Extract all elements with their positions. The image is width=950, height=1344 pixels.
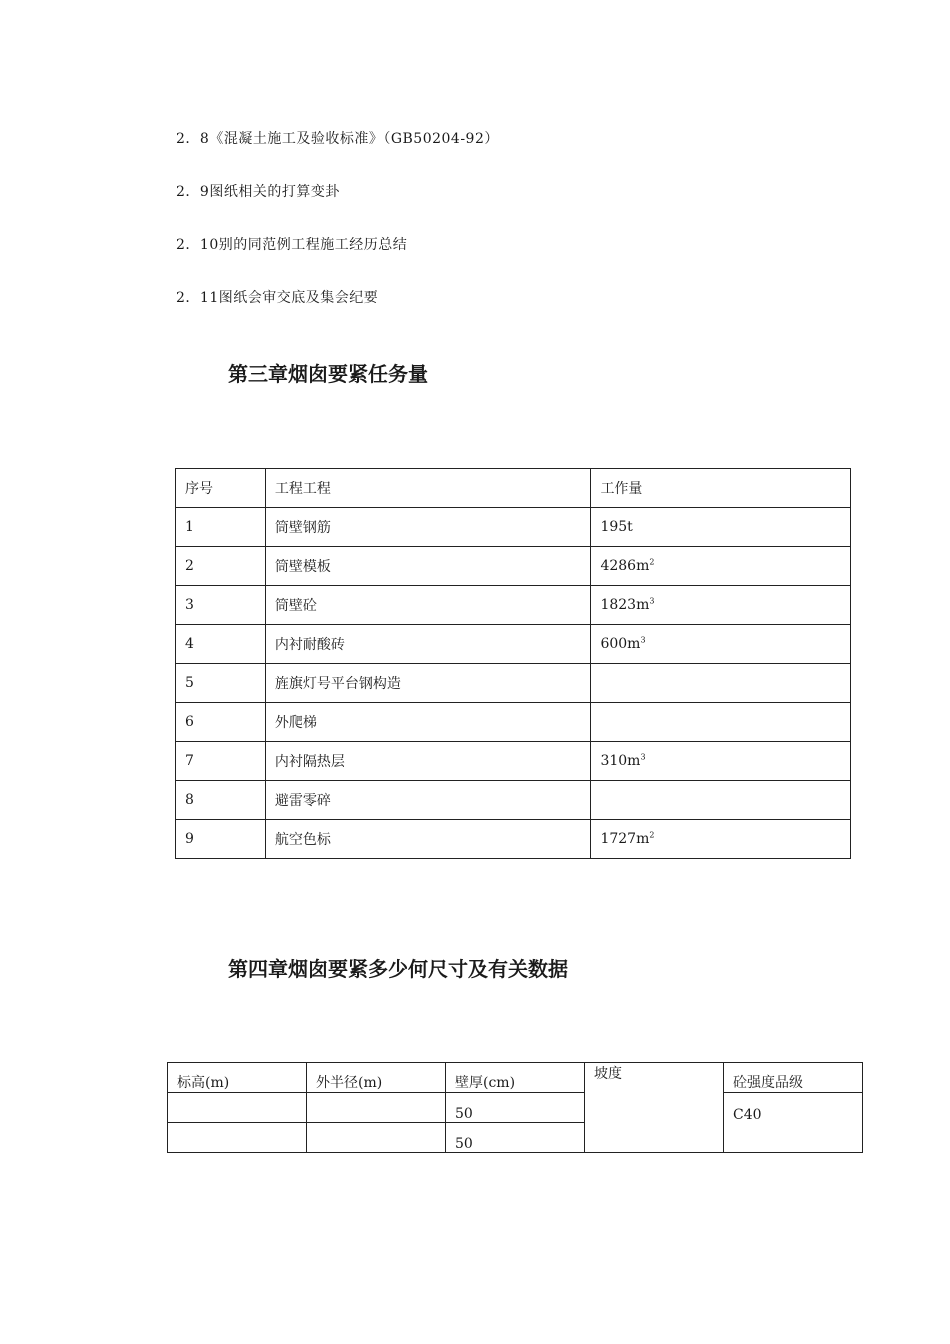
- row-number: 3: [176, 586, 266, 625]
- quantity: [591, 703, 851, 742]
- row-number: 5: [176, 664, 266, 703]
- reference-item: 2．11图纸会审交底及集会纪要: [176, 290, 379, 306]
- quantity-value: 195t: [600, 519, 633, 535]
- row-number: 9: [176, 820, 266, 859]
- table-cell: [307, 1093, 446, 1123]
- reference-item: 2．10别的同范例工程施工经历总结: [176, 237, 408, 253]
- row-number: 7: [176, 742, 266, 781]
- unit-exponent: 2: [649, 557, 655, 567]
- quantity: [591, 547, 851, 586]
- table-cell: [168, 1123, 307, 1153]
- item-name: 筒壁钢筋: [265, 508, 591, 547]
- item-name: 旌旗灯号平台钢构造: [265, 664, 591, 703]
- table-row: [168, 1093, 863, 1123]
- header-cell: 壁厚(cm): [446, 1063, 585, 1093]
- table-cell: 50: [446, 1093, 585, 1123]
- quantity-value: 600m: [600, 636, 641, 652]
- quantity-value: 1823m: [600, 597, 650, 613]
- row-number: 1: [176, 508, 266, 547]
- table-row: [176, 547, 851, 586]
- row-number: 4: [176, 625, 266, 664]
- header-cell: 砼强度品级: [724, 1063, 863, 1093]
- table-row: [176, 508, 851, 547]
- reference-item: 2．9图纸相关的打算变卦: [176, 184, 340, 200]
- header-cell: 工程工程: [265, 469, 591, 508]
- quantity: [591, 742, 851, 781]
- table-cell: 50: [446, 1123, 585, 1153]
- quantity: [591, 586, 851, 625]
- table-row: [176, 781, 851, 820]
- chapter4-title: 第四章烟囱要紧多少何尺寸及有关数据: [228, 957, 568, 981]
- header-cell: 坡度: [585, 1063, 724, 1153]
- header-cell: 标高(m): [168, 1063, 307, 1093]
- table-cell: [168, 1093, 307, 1123]
- table-row: [176, 586, 851, 625]
- quantity-value: 1727m: [600, 831, 650, 847]
- quantity: [591, 508, 851, 547]
- table-header-row: [168, 1063, 863, 1093]
- unit-exponent: 3: [649, 596, 655, 606]
- item-name: 航空色标: [265, 820, 591, 859]
- item-name: 内衬隔热层: [265, 742, 591, 781]
- item-name: 避雷零碎: [265, 781, 591, 820]
- header-cell: 外半径(m): [307, 1063, 446, 1093]
- table-row: [176, 703, 851, 742]
- dimensions-table: [167, 1062, 863, 1153]
- row-number: 2: [176, 547, 266, 586]
- quantity-value: 4286m: [600, 558, 650, 574]
- workload-table: [175, 468, 851, 859]
- table-row: [176, 625, 851, 664]
- table-cell: C40: [724, 1093, 863, 1153]
- table-row: [176, 820, 851, 859]
- row-number: 8: [176, 781, 266, 820]
- chapter3-title: 第三章烟囱要紧任务量: [228, 362, 428, 386]
- item-name: 筒壁砼: [265, 586, 591, 625]
- quantity: [591, 664, 851, 703]
- row-number: 6: [176, 703, 266, 742]
- item-name: 筒壁模板: [265, 547, 591, 586]
- quantity-value: 310m: [600, 753, 641, 769]
- table-row: [176, 742, 851, 781]
- item-name: 外爬梯: [265, 703, 591, 742]
- table-row: [176, 664, 851, 703]
- quantity: [591, 625, 851, 664]
- item-name: 内衬耐酸砖: [265, 625, 591, 664]
- unit-exponent: 2: [649, 830, 655, 840]
- quantity: [591, 820, 851, 859]
- unit-exponent: 3: [640, 752, 646, 762]
- table-cell: [307, 1123, 446, 1153]
- reference-item: 2．8《混凝土施工及验收标准》（GB50204-92）: [176, 131, 499, 147]
- quantity: [591, 781, 851, 820]
- header-cell: 序号: [176, 469, 266, 508]
- header-cell: 工作量: [591, 469, 851, 508]
- table-header-row: [176, 469, 851, 508]
- unit-exponent: 3: [640, 635, 646, 645]
